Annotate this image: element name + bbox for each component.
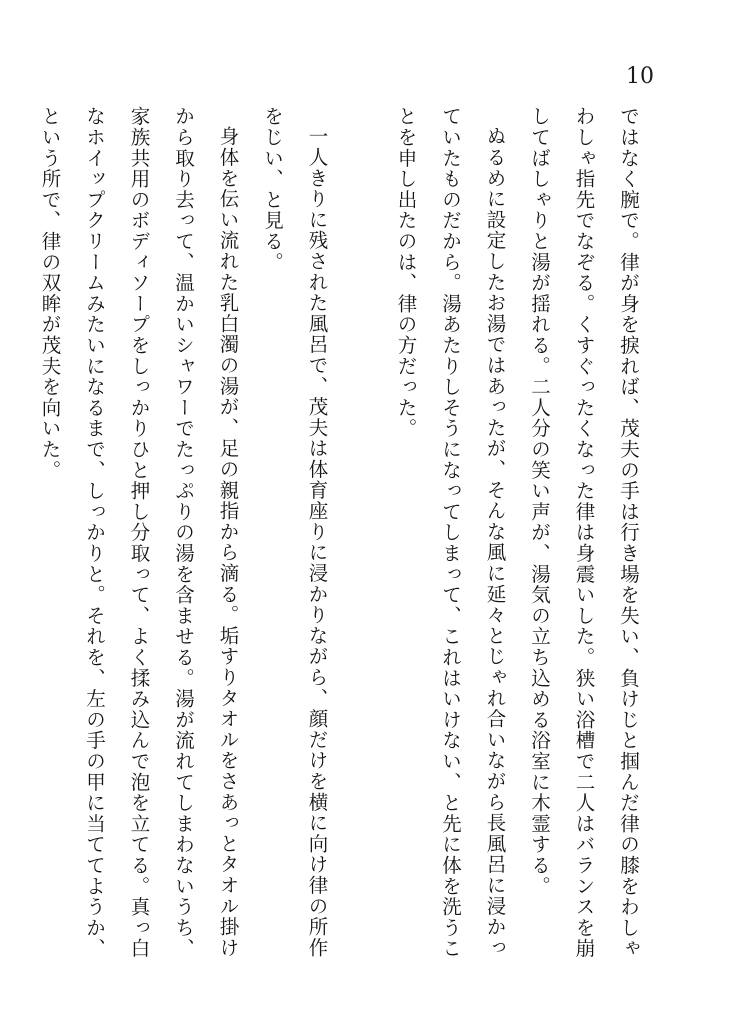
paragraph: ではなく腕で。律が身を捩れば、茂夫の手は行き場を失い、負けじと掴んだ律の膝をわしゃわしゃ指先でなぞる。くすぐったくなった律は身震いした。狭い浴槽で二人はバランスを崩してばしゃりと湯が揺れる。二人分の笑い声が、湯気の立ち込める浴室に木霊する。	[528, 106, 640, 959]
blank-line	[339, 106, 384, 976]
paragraph: 身体を伝い流れた乳白濁の湯が、足の親指から滴る。垢すりタオルをさあっとタオル掛けから取り去って、温かいシャワーでたっぷりの湯を含ませる。湯が流れてしまわないうち、家族共用のボディソープをしっかりひと押し分取って、よく揉み込んで泡を立てる。真っ白なホイップクリームみたいになるまで、しっかりと。それを、左の手の甲に当ててようか、という所で、律の双眸が茂夫を向いた。	[38, 106, 240, 959]
page-number: 10	[626, 64, 654, 89]
paragraph: ぬるめに設定したお湯ではあったが、そんな風に延々とじゃれ合いながら長風呂に浸かっていたものだから。湯あたりしそうになってしまって、これはいけない、と先に体を洗うことを申し出たのは、律の方だった。	[394, 106, 507, 959]
paragraph: 一人きりに残された風呂で、茂夫は体育座りに浸かりながら、顔だけを横に向け律の所作をじい、と見る。	[261, 106, 329, 958]
body-text	[38, 106, 650, 976]
